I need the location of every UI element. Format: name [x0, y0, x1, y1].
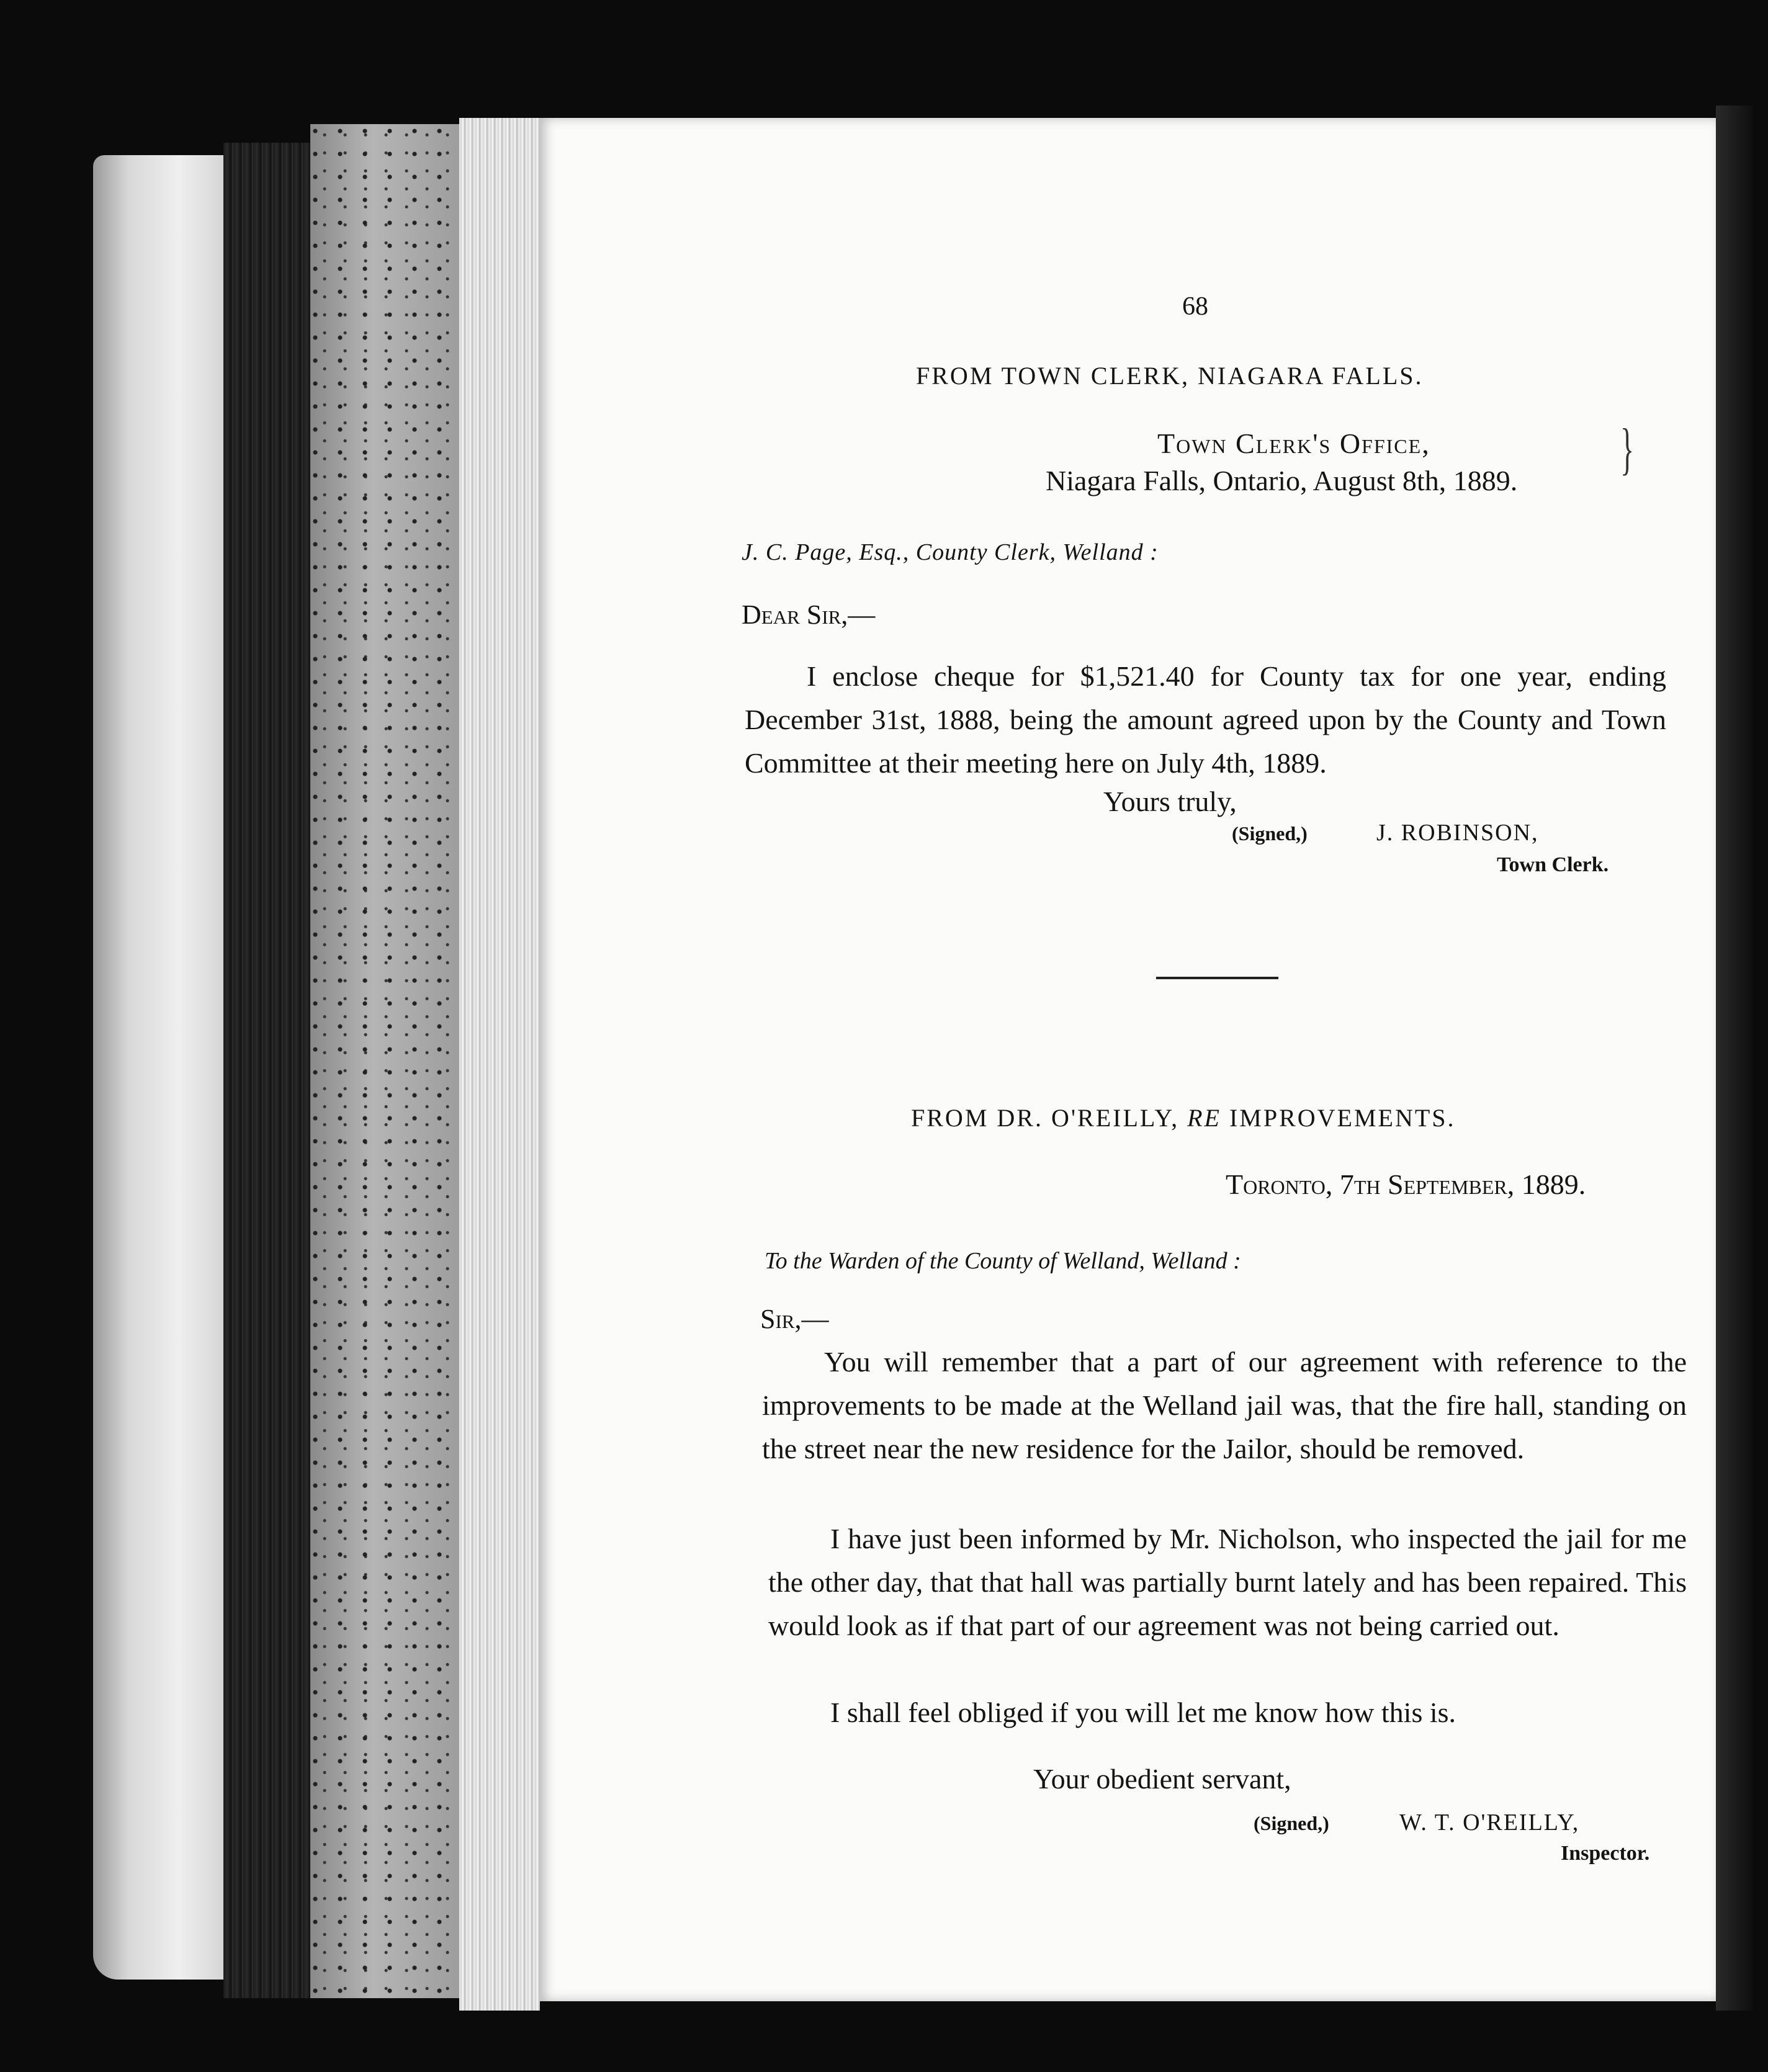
letter2-paragraph: I have just been informed by Mr. Nicholson, who inspected the jail for me the other day, that that hall was partially burnt lately and has been repaired. This would look as if that part of our agreement was not being carried out.	[768, 1523, 1687, 1641]
letter1-place-date: Niagara Falls, Ontario, August 8th, 1889.	[1046, 465, 1518, 496]
letter1-office-line: Town Clerk's Office,	[1157, 428, 1430, 459]
letter2-closing: Your obedient servant,	[1033, 1763, 1291, 1795]
letter2-signed-label: (Signed,)	[1254, 1812, 1329, 1834]
letter1-addressee: J. C. Page, Esq., County Clerk, Welland :	[742, 539, 1159, 565]
letter1-signer: J. ROBINSON,	[1376, 820, 1539, 846]
letter1-signed-label: (Signed,)	[1232, 822, 1308, 845]
letter2-place-date: Toronto, 7th September, 1889.	[1226, 1168, 1586, 1200]
page-number: 68	[1182, 292, 1208, 321]
letter1-salutation: Dear Sir,—	[742, 599, 876, 630]
letter1-heading: FROM TOWN CLERK, NIAGARA FALLS.	[916, 362, 1424, 390]
letter1-body: I enclose cheque for $1,521.40 for County tax for one year, ending December 31st, 1888, being the amount agreed upon by the County and Town Committee at their meeting here on July 4th, 1889.	[745, 660, 1666, 779]
letter2-paragraph: I shall feel obliged if you will let me know how this is.	[830, 1697, 1456, 1728]
brace-decoration: }	[1620, 417, 1635, 480]
letter1-closing: Yours truly,	[1103, 786, 1237, 817]
letter2-heading	[911, 1103, 1456, 1132]
book-binding	[93, 155, 236, 1980]
letter2-heading-re: RE	[1187, 1104, 1221, 1132]
section-divider	[1156, 977, 1278, 979]
letter2-signer-title: Inspector.	[1561, 1842, 1650, 1865]
letter2-heading-post: IMPROVEMENTS.	[1229, 1104, 1456, 1132]
letter1-signer-title: Town Clerk.	[1497, 853, 1609, 876]
letter2-paragraph: You will remember that a part of our agreement with reference to the improvements to be made at the Welland jail was, that the fire hall, standing on the street near the new residence for the Jailor, should be removed.	[762, 1346, 1687, 1464]
letter2-salutation: Sir,—	[760, 1304, 829, 1334]
letter2-signer: W. T. O'REILLY,	[1399, 1810, 1580, 1836]
letter2-heading-pre: FROM DR. O'REILLY,	[911, 1104, 1180, 1132]
letter2-addressee: To the Warden of the County of Welland, Welland :	[765, 1248, 1241, 1274]
page-leaves	[459, 118, 540, 2011]
right-page-edge	[1716, 105, 1753, 2011]
page-stack-edge	[223, 143, 310, 1998]
speckled-page-edge	[310, 124, 465, 1998]
